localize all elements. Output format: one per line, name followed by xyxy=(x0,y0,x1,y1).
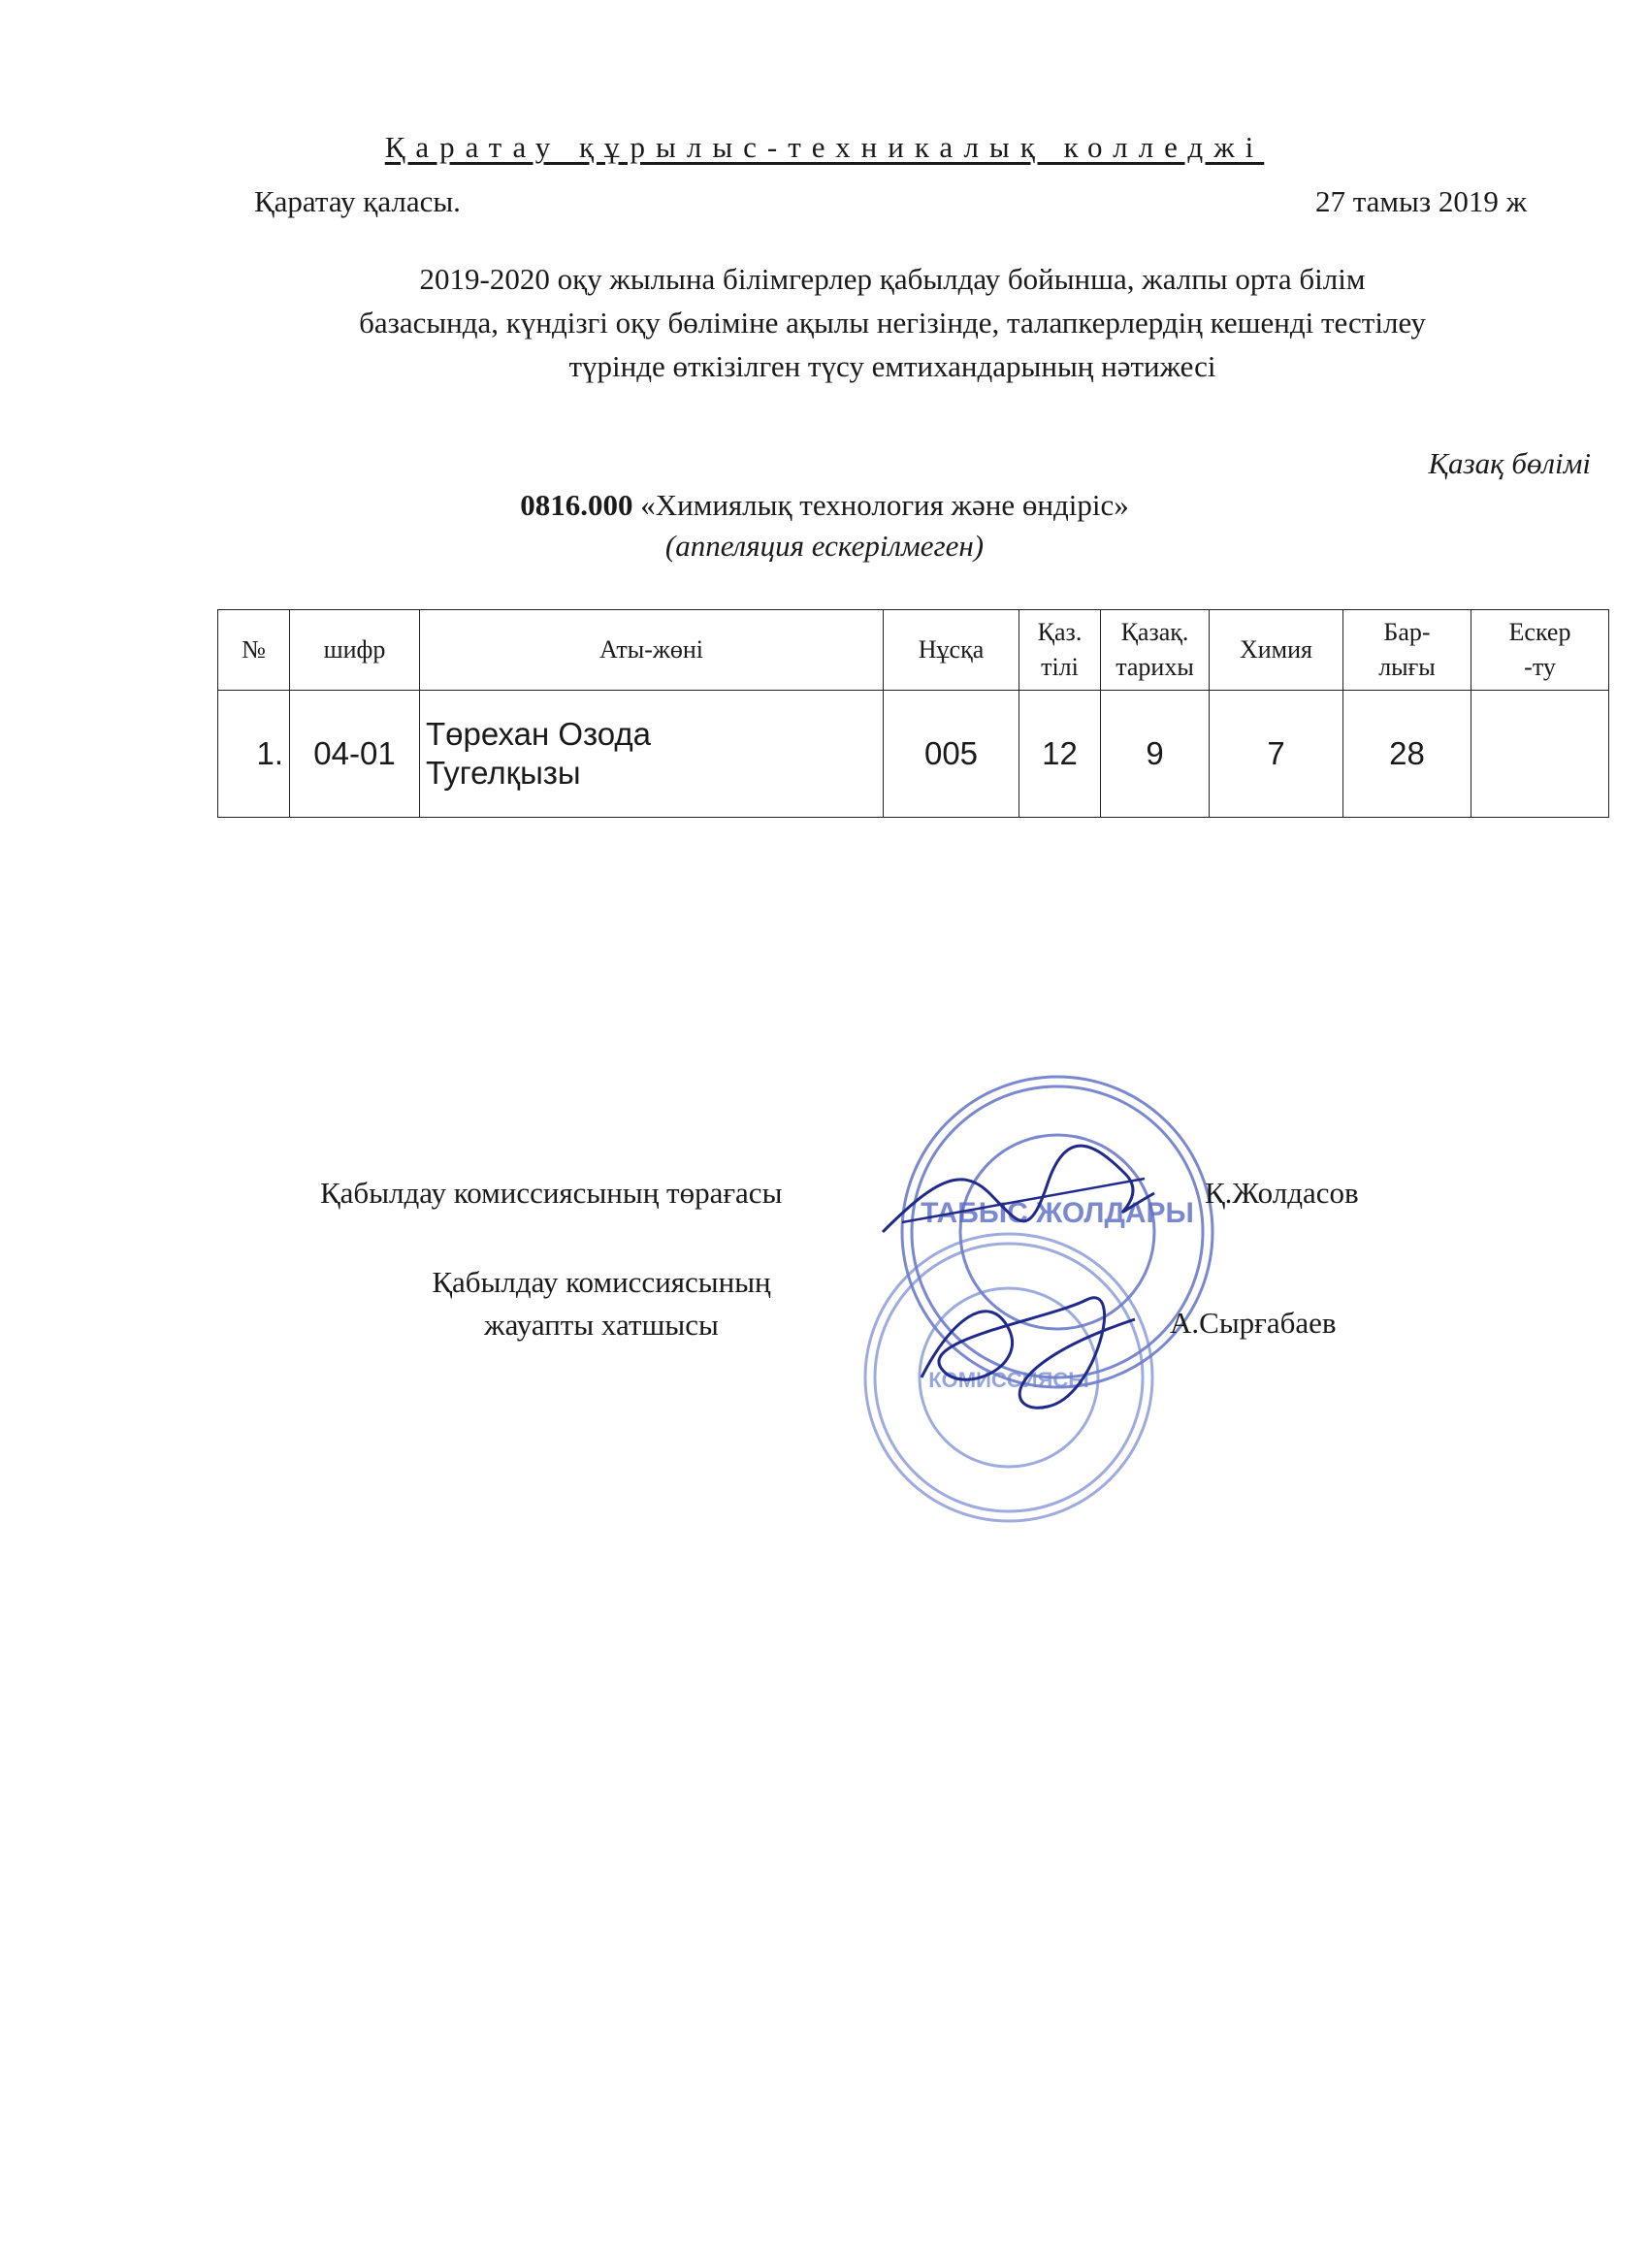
heading-line-3: түрінде өткізілген түсу емтихандарының нәтижесі xyxy=(568,349,1216,383)
cell-kaz-lang: 12 xyxy=(1019,691,1101,818)
specialty-title xyxy=(0,488,1649,523)
document-date: 27 тамыз 2019 ж xyxy=(1314,184,1527,218)
department-label: Қазақ бөлімі xyxy=(1428,446,1591,480)
specialty-name: «Химиялық технология және өндіріс» xyxy=(632,488,1129,522)
table-row xyxy=(218,691,1609,818)
header-kaz-lang: Қаз. тілі xyxy=(1019,610,1101,691)
chair-name: Қ.Жолдасов xyxy=(1205,1176,1359,1210)
header-note: Ескер -ту xyxy=(1471,610,1609,691)
cell-no: 1. xyxy=(218,691,290,818)
chair-signature xyxy=(873,1125,1164,1261)
header-cipher: шифр xyxy=(290,610,420,691)
college-name: Қаратау құрылыс-техникалық колледжі xyxy=(384,130,1265,164)
cell-note xyxy=(1471,691,1609,818)
header-kaz-history: Қазақ. тарихы xyxy=(1101,610,1210,691)
results-table xyxy=(217,609,1609,818)
cell-full-name: Төрехан Озода Тугелқызы xyxy=(420,691,884,818)
heading-line-2: базасында, күндізгі оқу бөліміне ақылы негізінде, талапкерлердің кешенді тестілеу xyxy=(359,306,1426,340)
secretary-name: А.Сырғабаев xyxy=(1170,1306,1337,1340)
header-chemistry: Химия xyxy=(1210,610,1343,691)
cell-cipher: 04-01 xyxy=(290,691,420,818)
specialty-code: 0816.000 xyxy=(520,488,633,522)
header-no: № xyxy=(218,610,290,691)
appeal-note: (аппеляция ескерілмеген) xyxy=(664,529,985,563)
header-total: Бар- лығы xyxy=(1343,610,1471,691)
header-full-name: Аты-жөні xyxy=(420,610,884,691)
secretary-signature xyxy=(902,1261,1154,1436)
secretary-label: Қабылдау комиссиясының жауапты хатшысы xyxy=(432,1265,771,1342)
stamp-center-text-2: КОМИССИЯСЫ xyxy=(928,1368,1089,1392)
document-heading xyxy=(194,257,1591,388)
cell-variant: 005 xyxy=(884,691,1019,818)
cell-chemistry: 7 xyxy=(1210,691,1343,818)
stamp-center-text: ТАБЫС ЖОЛДАРЫ xyxy=(921,1197,1194,1229)
cell-total: 28 xyxy=(1343,691,1471,818)
city-label: Қаратау қаласы. xyxy=(254,184,461,218)
cell-kaz-history: 9 xyxy=(1101,691,1210,818)
table-header-row xyxy=(218,610,1609,691)
chair-label: Қабылдау комиссиясының төрағасы xyxy=(320,1176,783,1210)
header-variant: Нұсқа xyxy=(884,610,1019,691)
heading-line-1: 2019-2020 оқу жылына білімгерлер қабылдау бойынша, жалпы орта білім xyxy=(419,262,1366,296)
